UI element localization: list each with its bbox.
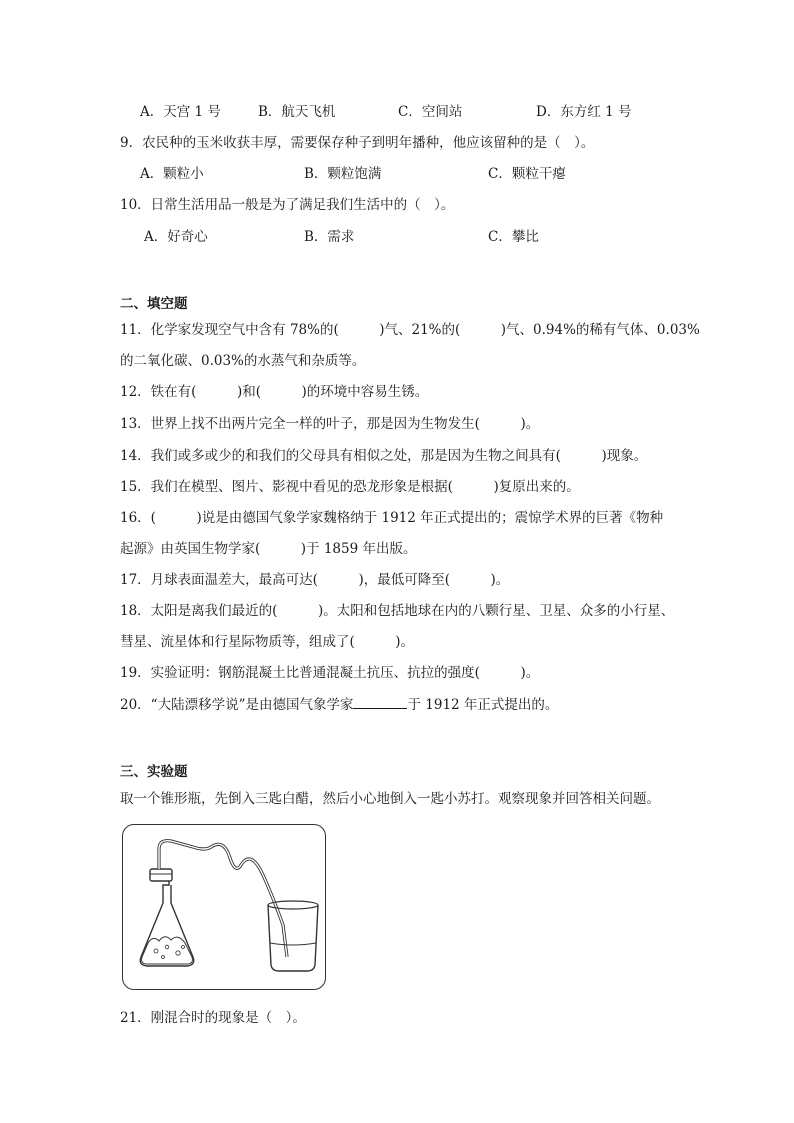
q18-line-2: 彗星、流星体和行星际物质等，组成了( )。 xyxy=(120,634,415,650)
q9-option-b[interactable]: B．颗粒饱满 xyxy=(304,166,382,182)
q10-option-b[interactable]: B．需求 xyxy=(304,229,355,245)
q15: 15．我们在模型、图片、影视中看见的恐龙形象是根据( )复原出来的。 xyxy=(120,479,580,495)
q8-option-d[interactable]: D．东方红 1 号 xyxy=(536,104,632,120)
q19: 19．实验证明：钢筋混凝土比普通混凝土抗压、抗拉的强度( )。 xyxy=(120,665,540,681)
q9-options xyxy=(0,164,794,184)
q14: 14．我们或多或少的和我们的父母具有相似之处，那是因为生物之间具有( )现象。 xyxy=(120,448,648,464)
q21: 21．刚混合时的现象是（ ）。 xyxy=(120,1010,306,1026)
beaker-outline xyxy=(268,905,318,971)
flask-beaker-illustration xyxy=(123,825,324,988)
q12: 12．铁在有( )和( )的环境中容易生锈。 xyxy=(120,384,429,400)
q8-options xyxy=(0,102,794,122)
q10-option-a[interactable]: A．好奇心 xyxy=(144,229,208,245)
q16-line-2: 起源》由英国生物学家( )于 1859 年出版。 xyxy=(120,541,417,557)
q20-suffix: 于 1912 年正式提出的。 xyxy=(407,697,559,713)
flask-foam xyxy=(142,937,193,964)
q20 xyxy=(120,694,558,715)
q9-stem: 9．农民种的玉米收获丰厚，需要保存种子到明年播种，他应该留种的是（ ）。 xyxy=(120,135,595,151)
q17: 17．月球表面温差大，最高可达( )，最低可降至( )。 xyxy=(120,572,510,588)
experiment-intro: 取一个锥形瓶，先倒入三匙白醋，然后小心地倒入一匙小苏打。观察现象并回答相关问题。 xyxy=(120,791,660,807)
q18-line-1: 18．太阳是离我们最近的( )。太阳和包括地球在内的八颗行星、卫星、众多的小行星、 xyxy=(120,603,675,619)
q9-option-c[interactable]: C．颗粒干瘪 xyxy=(488,166,566,182)
q11-line-1: 11．化学家发现空气中含有 78%的( )气、21%的( )气、0.94%的稀有气体、0.03% xyxy=(120,322,700,338)
q10-stem: 10．日常生活用品一般是为了满足我们生活中的（ ）。 xyxy=(120,197,455,213)
beaker-water-line xyxy=(270,943,316,945)
q11-line-2: 的二氧化碳、0.03%的水蒸气和杂质等。 xyxy=(120,353,366,369)
q8-option-a[interactable]: A．天宫 1 号 xyxy=(140,104,221,120)
flask-stopper xyxy=(150,869,172,881)
q13: 13．世界上找不出两片完全一样的叶子，那是因为生物发生( )。 xyxy=(120,416,540,432)
q9-option-a[interactable]: A．颗粒小 xyxy=(140,166,204,182)
experiment-figure xyxy=(122,824,326,990)
section-experiment-title: 三、实验题 xyxy=(120,764,188,780)
q10-option-c[interactable]: C．攀比 xyxy=(488,229,539,245)
q20-answer-blank[interactable] xyxy=(353,694,407,709)
q16-line-1: 16．( )说是由德国气象学家魏格纳于 1912 年正式提出的；震惊学术界的巨著《物种 xyxy=(120,510,664,526)
q10-options xyxy=(0,227,794,247)
section-fill-in-title: 二、填空题 xyxy=(120,296,188,312)
q8-option-c[interactable]: C．空间站 xyxy=(398,104,463,120)
q8-option-b[interactable]: B．航天飞机 xyxy=(258,104,336,120)
q20-prefix: 20．“大陆漂移学说”是由德国气象学家 xyxy=(120,697,354,713)
